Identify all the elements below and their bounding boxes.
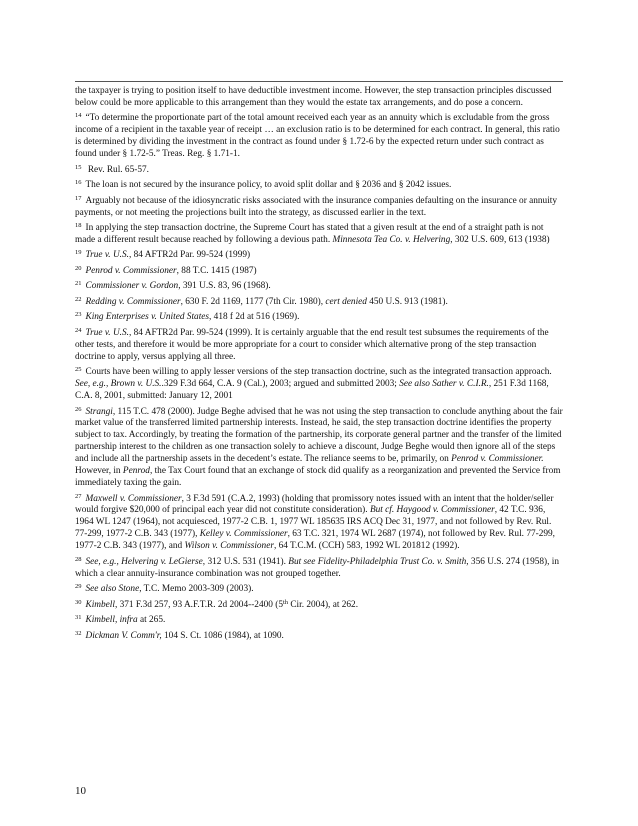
footnote-number: 28 bbox=[75, 555, 82, 563]
footnote-text: , 356 U.S. 274 (1958), in which a clear annuity-insurance combination was not grouped together. bbox=[75, 556, 559, 579]
footnote-text: 104 S. Ct. 1086 (1984), at 1090. bbox=[161, 630, 284, 641]
footnote-continuation: the taxpayer is trying to position itself to have deductible investment income. However, the step transaction principles discussed below could be more applicable to this arrangement than they would the estate tax arrangements, and do pose a concern. bbox=[75, 86, 552, 108]
citation-case-name: See also Stone bbox=[85, 584, 140, 595]
citation-case-name: Commissioner v. Gordon bbox=[85, 281, 179, 292]
footnote-31 bbox=[75, 615, 563, 627]
footnote-number: 19 bbox=[75, 249, 82, 257]
footnote-text: , T.C. Memo 2003-309 (2003). bbox=[139, 584, 254, 595]
footnote-text: , 63 T.C. 321, 1974 WL 2687 (1974), not followed by Rev. Rul. 77-299, 1977-2 C.B. 343 (1977), and bbox=[75, 529, 555, 552]
footnote-list bbox=[75, 113, 563, 642]
citation-case-name: Penrod v. Commissioner bbox=[85, 265, 177, 276]
footnote-text: , 115 T.C. 478 (2000). Judge Beghe advised that he was not using the step transaction to conclude anything about the fair market value of the transferred limited partnership interests. Instead, he said, the step transaction doctrine identifies the property subject to tax. Accordingly, by treating the formation of the partnership, its corporate general partner and the transfer of the limited partnership interest to the children as one transaction solely to achieve a discount, Judge Beghe would then ignore all of the steps and include all the partnership assets in the decedent’s estate. The reliance seems to be, primarily, on bbox=[75, 406, 563, 465]
footnote-number: 32 bbox=[75, 629, 82, 637]
footnote-20 bbox=[75, 266, 563, 278]
footnote-29 bbox=[75, 584, 563, 596]
citation-case-name: Maxwell v. Commissioner bbox=[85, 493, 182, 504]
footnote-27 bbox=[75, 494, 563, 554]
footnote-text: , 312 U.S. 531 (1941). bbox=[202, 556, 289, 567]
footnote-32 bbox=[75, 631, 563, 643]
citation-case-name: Penrod v. Commissioner. bbox=[451, 454, 544, 465]
footnote-28 bbox=[75, 557, 563, 581]
footnote-text: , 64 T.C.M. (CCH) 583, 1992 WL 201812 (1992). bbox=[273, 541, 460, 552]
footnote-text: , 84 AFTR2d Par. 99-524 (1999). It is certainly arguable that the end result test subsumes the requirements of the other tests, and therefore it would be more appropriate for a court to consider which alternative prong of the step transaction doctrine to apply, versus applying all three. bbox=[75, 327, 549, 362]
footnote-text: , 84 AFTR2d Par. 99-524 (1999) bbox=[128, 250, 251, 261]
footnote-21 bbox=[75, 281, 563, 293]
footnote-text: In applying the step transaction doctrine, the Supreme Court has stated that a given result at the end of a straight path is not made a different result because reached by following a devious path. bbox=[75, 223, 544, 245]
footnote-text: 450 U.S. 913 (1981). bbox=[366, 296, 448, 307]
citation-case-name: Wilson v. Commissioner bbox=[184, 541, 274, 552]
footnote-text: th bbox=[282, 598, 289, 606]
footnote-text: .329 F.3d 664, C.A. 9 (Cal.), 2003; argued and submitted 2003; bbox=[161, 379, 400, 390]
footnote-22 bbox=[75, 297, 563, 309]
footnote-text: Rev. Rul. 65-57. bbox=[85, 164, 149, 175]
citation-case-name: Redding v. Commissioner bbox=[85, 296, 181, 307]
footnote-17 bbox=[75, 196, 563, 220]
footnote-18 bbox=[75, 223, 563, 247]
footnote-text: , 630 F. 2d 1169, 1177 (7th Cir. 1980), bbox=[180, 296, 326, 307]
footnote-30 bbox=[75, 600, 563, 612]
footnote-number: 21 bbox=[75, 280, 82, 288]
footnote-number: 31 bbox=[75, 614, 82, 622]
footnote-number: 16 bbox=[75, 179, 82, 187]
footnote-15 bbox=[75, 165, 563, 177]
footnote-number: 29 bbox=[75, 583, 82, 591]
footnote-23 bbox=[75, 312, 563, 324]
footnote-text: , 3 F.3d 591 (C.A.2, 1993) (holding that promissory notes issued with an intent that the holder/seller would forgive $20,000 of principal each year did not constitute consideration). bbox=[75, 493, 554, 516]
footnote-14 bbox=[75, 113, 563, 161]
footnote-text: , 88 T.C. 1415 (1987) bbox=[176, 265, 257, 276]
footnote-text: Cir. 2004), at 262. bbox=[288, 599, 359, 610]
citation-case-name: cert denied bbox=[325, 296, 367, 307]
footnote-number: 24 bbox=[75, 326, 82, 334]
citation-case-name: Penrod bbox=[122, 466, 150, 477]
footnote-number: 15 bbox=[75, 163, 82, 171]
footnote-number: 20 bbox=[75, 264, 82, 272]
footnote-25 bbox=[75, 367, 563, 403]
footnote-text: , 371 F.3d 257, 93 A.F.T.R. 2d 2004--2400 (5 bbox=[114, 599, 283, 610]
citation-case-name: But see Fidelity-Philadelphia Trust Co. v. Smith bbox=[288, 556, 467, 567]
citation-case-name: King Enterprises v. United States bbox=[85, 312, 210, 323]
footnote-number: 23 bbox=[75, 311, 82, 319]
footnote-number: 30 bbox=[75, 598, 82, 606]
citation-case-name: True v. U.S. bbox=[85, 250, 129, 261]
footnote-number: 25 bbox=[75, 366, 82, 374]
footnote-26 bbox=[75, 407, 563, 490]
footnote-number: 27 bbox=[75, 492, 82, 500]
citation-case-name: Kimbell bbox=[85, 599, 115, 610]
citation-case-name: Strangi bbox=[85, 406, 113, 417]
footnote-text: , the Tax Court found that an exchange of stock did qualify as a reorganization and prevented the Service from immediately taxing the gain. bbox=[75, 466, 561, 488]
footnote-text: “To determine the proportionate part of the total amount received each year as an annuity which is excludable from the gross income of a recipient in the taxable year of receipt … an exclusion ratio is to be determined for each contract. In general, this ratio is determined by dividing the investment in the contract as found under § 1.72-6 by the expected return under such contract as found under § 1.72-5.” Treas. Reg. § 1.71-1. bbox=[75, 113, 560, 160]
footnote-19 bbox=[75, 250, 563, 262]
citation-case-name: Dickman V. Comm'r, bbox=[85, 630, 162, 641]
footnote-number: 14 bbox=[75, 112, 82, 120]
citation-case-name: See, e.g., Brown v. U.S. bbox=[75, 379, 162, 390]
footnote-number: 22 bbox=[75, 295, 82, 303]
footnote-text: , 42 T.C. 936, 1964 WL 1247 (1964), not acquiesced, 1977-2 C.B. 1, 1977 WL 185635 IRS ACQ Dec 31, 1977, and not followed by Rev. Rul. 77-299, 1977-2 C.B. 343 (1977), bbox=[75, 505, 552, 540]
footnote-text: However, in bbox=[75, 466, 123, 477]
citation-case-name: Minnesota Tea Co. v. Helvering bbox=[332, 234, 451, 245]
footnote-16 bbox=[75, 180, 563, 192]
citation-case-name: Kelley v. Commissioner bbox=[199, 529, 288, 540]
footnote-number: 26 bbox=[75, 405, 82, 413]
footnote-text: , 391 U.S. 83, 96 (1968). bbox=[178, 281, 271, 292]
citation-case-name: True v. U.S. bbox=[85, 327, 129, 338]
footnote-text: Courts have been willing to apply lesser versions of the step transaction doctrine, such as the integrated transaction approach. bbox=[85, 367, 552, 378]
footnote-number: 17 bbox=[75, 194, 82, 202]
footnote-text: , 251 F.3d 1168, C.A. 8, 2001, submitted: January 12, 2001 bbox=[75, 379, 549, 402]
citation-case-name: See, e.g., Helvering v. LeGierse bbox=[85, 556, 203, 567]
footnote-text: The loan is not secured by the insurance policy, to avoid split dollar and § 2036 and § 2042 issues. bbox=[85, 180, 452, 191]
citation-case-name: See also Sather v. C.I.R. bbox=[399, 379, 489, 390]
page-number: 10 bbox=[75, 785, 86, 797]
footnote-24 bbox=[75, 328, 563, 364]
footnote-text: Arguably not because of the idiosyncratic risks associated with the insurance companies defaulting on the insurance or annuity payments, or not meeting the projections built into the strategy, as discussed earlier in the text. bbox=[75, 195, 558, 218]
footnote-number: 18 bbox=[75, 222, 82, 230]
footnote-text: at 265. bbox=[137, 615, 166, 626]
footnotes-section bbox=[75, 86, 563, 646]
citation-case-name: Kimbell, infra bbox=[85, 615, 138, 626]
footnote-separator-rule bbox=[75, 81, 563, 82]
footnote-text: , 418 f 2d at 516 (1969). bbox=[209, 312, 300, 323]
citation-case-name: But cf. Haygood v. Commissioner bbox=[369, 505, 495, 516]
footnote-text: , 302 U.S. 609, 613 (1938) bbox=[450, 234, 550, 245]
